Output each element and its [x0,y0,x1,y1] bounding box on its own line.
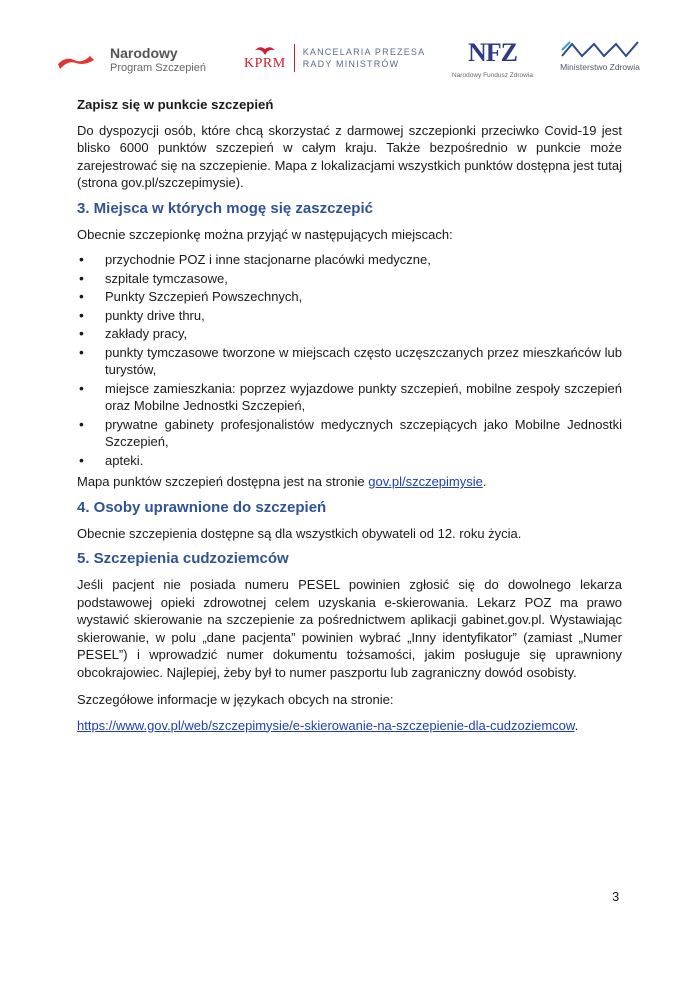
list-item: • zakłady pracy, [77,325,622,343]
list-item: • prywatne gabinety profesjonalistów medycznych szczepiących jako Mobilne Jednostki Szczepień, [77,416,622,451]
kprm-abbr: KPRM [244,56,286,71]
flag-icon [56,52,98,70]
list-item: • Punkty Szczepień Powszechnych, [77,288,622,306]
nfz-mark: NFZ [467,38,517,67]
map-end: . [482,474,487,489]
intro-paragraph: Do dyspozycji osób, które chcą skorzystać z darmowej szczepionki przeciwko Covid-19 jest blisko 6000 punktów szczepień w całym kraju. Także bezpośrednio w punkcie może zarejestrować się na szczepienie. Mapa z lokalizacjami wszystkich punktów dostępna jest tutaj (strona gov.pl/szczepimysie). [77,122,622,190]
list-item: • apteki. [77,452,622,470]
np-title: Narodowy [110,45,178,61]
mz-wave-icon [560,38,640,60]
info-link-paragraph [77,717,622,735]
list-item: • miejsce zamieszkania: poprzez wyjazdowe punkty szczepień, mobilne zespoły szczepień oraz Mobilne Jednostki Szczepień, [77,380,622,415]
section3-lead: Obecnie szczepionkę można przyjąć w następujących miejscach: [77,226,453,242]
eagle-icon [254,44,276,56]
map-paragraph [77,473,622,491]
section5-text: Jeśli pacjent nie posiada numeru PESEL powinien zgłosić się do dowolnego lekarza podstawowej opieki zdrowotnej celem uzyskania e-skierowania. Lekarz POZ ma prawo wystawić skierowanie na szczepienie za pośrednictwem aplikacji gabinet.gov.pl. Wystawiając skierowanie, w polu „dane pacjenta” powinien wybrać „Inny identyfikator” (zamiast „Numer PESEL”) i wprowadzić numer dokumentu tożsamości, jakim posługuje się uprawniony obcokrajowiec. Najlepiej, żeby był to numer paszportu lub zagraniczny dowód osobisty. [77,577,622,680]
info-end: . [574,717,579,733]
map-text: Mapa punktów szczepień dostępna jest na stronie [77,474,369,489]
kprm-name-line1: KANCELARIA PREZESA [302,47,426,57]
vaccination-places-list [77,251,622,469]
section4-text: Obecnie szczepienia dostępne są dla wszystkich obywateli od 12. roku życia. [77,525,522,541]
nfz-logo [452,40,533,79]
page-number: 3 [612,889,620,904]
section5-heading: 5. Szczepienia cudzoziemców [77,550,289,567]
kprm-name-line2: RADY MINISTRÓW [302,59,400,69]
kprm-logo [244,44,425,72]
np-subtitle: Program Szczepień [110,62,206,74]
list-item: • punkty drive thru, [77,307,622,325]
list-item: • punkty tymczasowe tworzone w miejscach często uczęszczanych przez mieszkańców lub turystów, [77,344,622,379]
intro-heading: Zapisz się w punkcie szczepień [77,97,274,112]
foreigners-info-link[interactable]: https://www.gov.pl/web/szczepimysie/e-skierowanie-na-szczepienie-dla-cudzoziemcow [77,717,575,733]
list-item: • przychodnie POZ i inne stacjonarne placówki medyczne, [77,251,622,269]
list-item: • szpitale tymczasowe, [77,270,622,288]
map-link[interactable]: gov.pl/szczepimysie [368,474,483,489]
section4-heading: 4. Osoby uprawnione do szczepień [77,498,327,516]
header-logos [0,38,700,88]
kprm-divider [294,44,295,72]
mz-name: Ministerstwo Zdrowia [560,62,640,72]
section3-heading: 3. Miejsca w których mogę się zaszczepić [77,199,373,217]
ministerstwo-zdrowia-logo [560,38,640,72]
nfz-name: Narodowy Fundusz Zdrowia [452,72,533,79]
info-text: Szczegółowe informacje w językach obcych na stronie: [77,692,394,707]
document-body [77,96,622,742]
narodowy-program-logo [56,46,206,76]
